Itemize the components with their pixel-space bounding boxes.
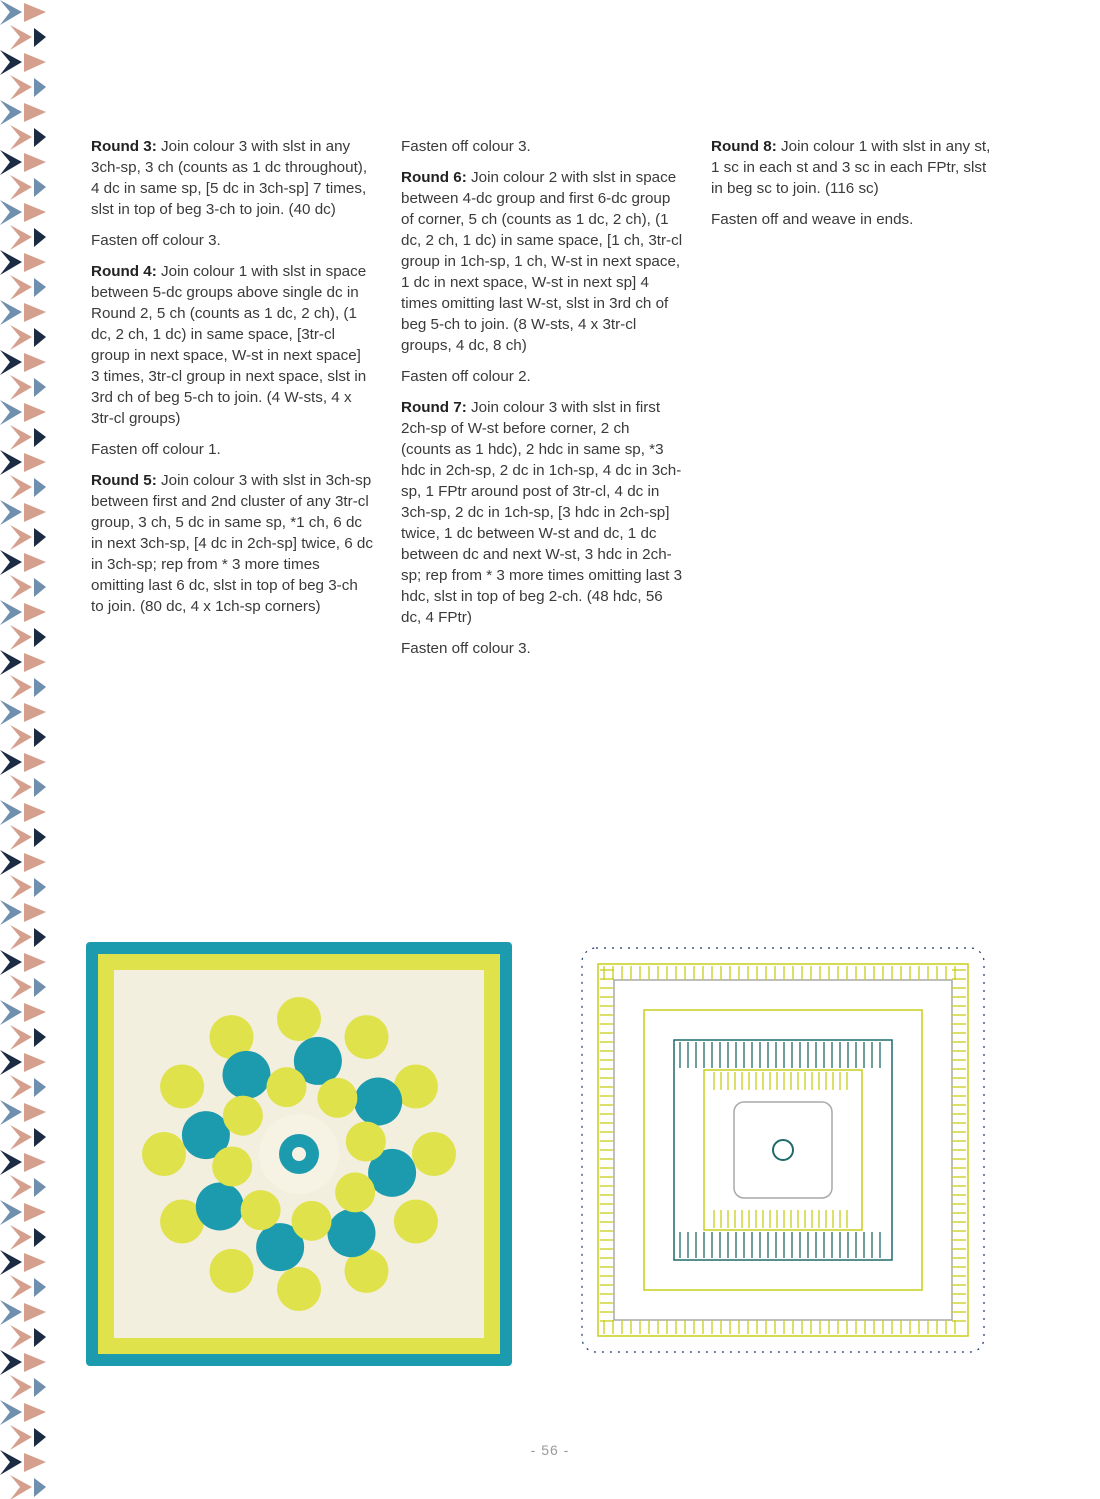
round-8-fasten-off: Fasten off and weave in ends.	[711, 211, 914, 228]
instructions-column-3	[711, 136, 993, 240]
round-4-text: Join colour 1 with slst in space between 5-dc groups above single dc in Round 2, 5 ch (counts as 1 dc, 2 ch), (1 dc, 2 ch, 1 dc) in same space, [3tr-cl group in next space, W-st in next space] 3 times, 3tr-cl group in next space, slst in 3rd ch of beg 5-ch to join. (4 W-sts, 4 x 3tr-cl groups)	[91, 263, 367, 427]
round-8-text: Join colour 1 with slst in any st, 1 sc in each st and 3 sc in each FPtr, slst in beg sc to join. (116 sc)	[711, 138, 991, 197]
round-8-paragraph	[711, 136, 993, 199]
round-4-label: Round 4:	[91, 263, 157, 280]
crochet-chart-diagram	[574, 940, 992, 1360]
round-7-paragraph	[401, 397, 683, 628]
round-7-text: Join colour 3 with slst in first 2ch-sp of W-st before corner, 2 ch (counts as 1 hdc), 2 hdc in same sp, *3 hdc in 2ch-sp, 2 dc in 1ch-sp, 4 dc in 3ch-sp, 1 FPtr around post of 3tr-cl, 4 dc in 3ch-sp, 2 dc in 1ch-sp, [3 hdc in 2ch-sp] twice, 1 dc between W-st and dc, 1 dc between dc and next W-st, 3 hdc in 2ch-sp; rep from * 3 more times omitting last 3 hdc, slst in top of beg 2-ch. (48 hdc, 56 dc, 4 FPtr)	[401, 399, 683, 626]
round-5-text: Join colour 3 with slst in 3ch-sp between first and 2nd cluster of any 3tr-cl group, 3 ch, 5 dc in same sp, *1 ch, 6 dc in next 3ch-sp, [4 dc in 2ch-sp] twice, 6 dc in 3ch-sp; rep from * 3 more times omitting last 6 dc, slst in top of beg 3-ch to join. (80 dc, 4 x 1ch-sp corners)	[91, 472, 373, 615]
round-7-fasten-off: Fasten off colour 3.	[401, 640, 531, 657]
round-4-fasten-off: Fasten off colour 1.	[91, 441, 221, 458]
round-5-label: Round 5:	[91, 472, 157, 489]
round-5-fasten-off: Fasten off colour 3.	[401, 138, 531, 155]
round-6-paragraph	[401, 167, 683, 356]
round-6-text: Join colour 2 with slst in space between 4-dc group and first 6-dc group of corner, 5 ch (counts as 1 dc, 2 ch), (1 dc, 2 ch, 1 dc) in same space, [1 ch, 3tr-cl group in 1ch-sp, 1 ch, W-st in next space, 1 dc in next space, W-st in next sp] 4 times omitting last W-st, slst in 3rd ch of beg 5-ch to join. (8 W-sts, 4 x 3tr-cl groups, 4 dc, 8 ch)	[401, 169, 683, 354]
round-6-fasten-off: Fasten off colour 2.	[401, 368, 531, 385]
instructions-column-1	[91, 136, 373, 627]
round-8-label: Round 8:	[711, 138, 777, 155]
instructions-column-2	[401, 136, 683, 669]
round-3-label: Round 3:	[91, 138, 157, 155]
round-3-fasten-off: Fasten off colour 3.	[91, 232, 221, 249]
crochet-square-photo	[84, 938, 514, 1368]
decorative-tile-border	[0, 0, 54, 1499]
round-6-label: Round 6:	[401, 169, 467, 186]
round-3-paragraph	[91, 136, 373, 220]
round-3-text: Join colour 3 with slst in any 3ch-sp, 3 ch (counts as 1 dc throughout), 4 dc in same sp, [5 dc in 3ch-sp] 7 times, slst in top of beg 3-ch to join. (40 dc)	[91, 138, 368, 218]
round-7-label: Round 7:	[401, 399, 467, 416]
round-4-paragraph	[91, 261, 373, 429]
page-number: - 56 -	[530, 1442, 570, 1458]
round-5-paragraph	[91, 470, 373, 617]
